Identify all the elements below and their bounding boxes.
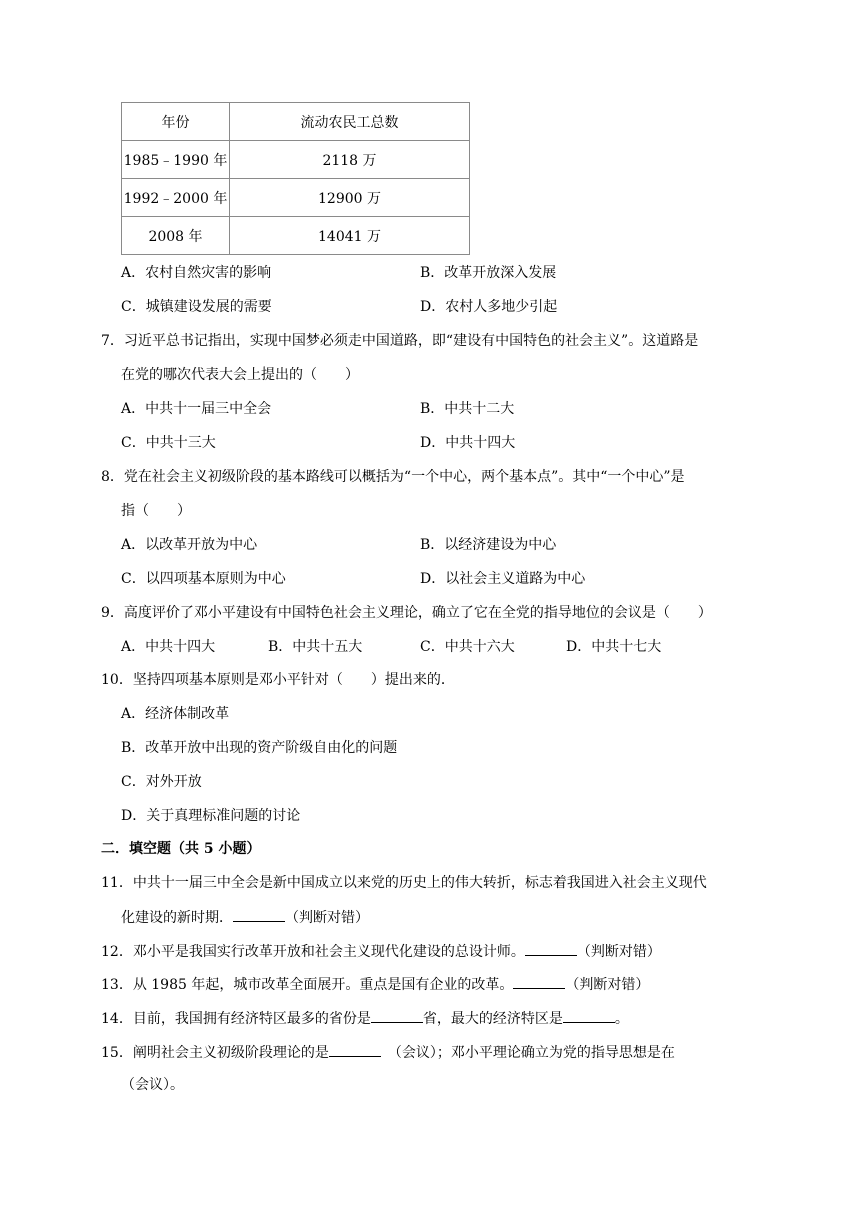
q15-stem-text-2: （会议）；邓小平理论确立为党的指导思想是在 [380, 1045, 675, 1061]
table-header-total: 流动农民工总数 [230, 103, 470, 141]
q7-option-a: A．中共十一届三中全会 [121, 401, 272, 417]
q10-option-c: C．对外开放 [121, 774, 202, 790]
q12-judge-hint: （判断对错） [576, 944, 661, 960]
q6-option-a: A．农村自然灾害的影响 [121, 265, 272, 281]
q7-option-d: D．中共十四大 [420, 435, 516, 451]
q7-stem-line1: 7．习近平总书记指出，实现中国梦必须走中国道路，即“建设有中国特色的社会主义”。这道路是 [101, 333, 699, 349]
table-cell: 12900 万 [230, 179, 470, 217]
table-cell: 14041 万 [230, 217, 470, 255]
q14-stem-text-2: 省，最大的经济特区是 [422, 1011, 563, 1027]
q6-option-c: C．城镇建设发展的需要 [121, 299, 272, 315]
q11-stem-text: 化建设的新时期． [121, 910, 233, 926]
table-header-year: 年份 [122, 103, 230, 141]
q9-option-c: C．中共十六大 [420, 639, 515, 655]
q11-judge-hint: （判断对错） [285, 910, 369, 926]
q11-answer-blank[interactable] [233, 907, 285, 922]
table-cell: 1992﹣2000 年 [122, 179, 230, 217]
q6-option-b: B．改革开放深入发展 [420, 265, 557, 281]
table-row [122, 217, 470, 255]
q14-stem [101, 1008, 629, 1029]
q14-answer-blank-2[interactable] [563, 1008, 615, 1023]
q15-answer-blank-1[interactable] [329, 1042, 381, 1057]
q8-option-b: B．以经济建设为中心 [420, 537, 557, 553]
migrant-worker-table [121, 102, 470, 255]
q6-option-d: D．农村人多地少引起 [420, 299, 558, 315]
table-row [122, 179, 470, 217]
q10-option-a: A．经济体制改革 [121, 706, 230, 722]
q7-stem-line2: 在党的哪次代表大会上提出的（ ） [121, 367, 359, 383]
q9-option-a: A．中共十四大 [121, 639, 216, 655]
q12-stem-text: 12．邓小平是我国实行改革开放和社会主义现代化建设的总设计师。 [101, 944, 525, 960]
q12-stem [101, 941, 661, 962]
q10-stem-line1: 10．坚持四项基本原则是邓小平针对（ ）提出来的． [101, 672, 455, 688]
q12-answer-blank[interactable] [525, 941, 577, 956]
q8-option-a: A．以改革开放为中心 [121, 537, 258, 553]
q10-option-b: B．改革开放中出现的资产阶级自由化的问题 [121, 740, 398, 756]
q10-option-d: D．关于真理标准问题的讨论 [121, 808, 301, 824]
table-row [122, 141, 470, 179]
q15-stem-text-1: 15．阐明社会主义初级阶段理论的是 [101, 1045, 329, 1061]
q8-stem-line1: 8．党在社会主义初级阶段的基本路线可以概括为“一个中心，两个基本点”。其中“一个中心”是 [101, 469, 685, 485]
table-header-row [122, 103, 470, 141]
q14-stem-text-3: 。 [614, 1011, 629, 1027]
q13-answer-blank[interactable] [513, 974, 565, 989]
q7-option-b: B．中共十二大 [420, 401, 515, 417]
q13-stem-text: 13．从 1985 年起，城市改革全面展开。重点是国有企业的改革。 [101, 977, 514, 993]
q8-option-d: D．以社会主义道路为中心 [420, 571, 586, 587]
q9-option-b: B．中共十五大 [268, 639, 363, 655]
q14-answer-blank-1[interactable] [371, 1008, 423, 1023]
table-cell: 2118 万 [230, 141, 470, 179]
q11-stem-line1: 11．中共十一届三中全会是新中国成立以来党的历史上的伟大转折，标志着我国进入社会主义现代 [101, 875, 707, 891]
q15-stem-line1 [101, 1042, 675, 1063]
section-heading-fill-in: 二．填空题（共 5 小题） [101, 841, 261, 857]
q7-option-c: C．中共十三大 [121, 435, 216, 451]
table-cell: 1985﹣1990 年 [122, 141, 230, 179]
q8-option-c: C．以四项基本原则为中心 [121, 571, 286, 587]
q9-stem-line1: 9．高度评价了邓小平建设有中国特色社会主义理论，确立了它在全党的指导地位的会议是（ ） [101, 605, 712, 621]
q8-stem-line2: 指（ ） [121, 503, 191, 519]
table-cell: 2008 年 [122, 217, 230, 255]
q13-judge-hint: （判断对错） [565, 977, 650, 993]
q13-stem [101, 974, 649, 995]
q9-option-d: D．中共十七大 [566, 639, 662, 655]
q11-stem-line2 [121, 907, 369, 928]
q15-stem-line2: （会议）。 [121, 1077, 184, 1093]
q14-stem-text-1: 14．目前，我国拥有经济特区最多的省份是 [101, 1011, 371, 1027]
